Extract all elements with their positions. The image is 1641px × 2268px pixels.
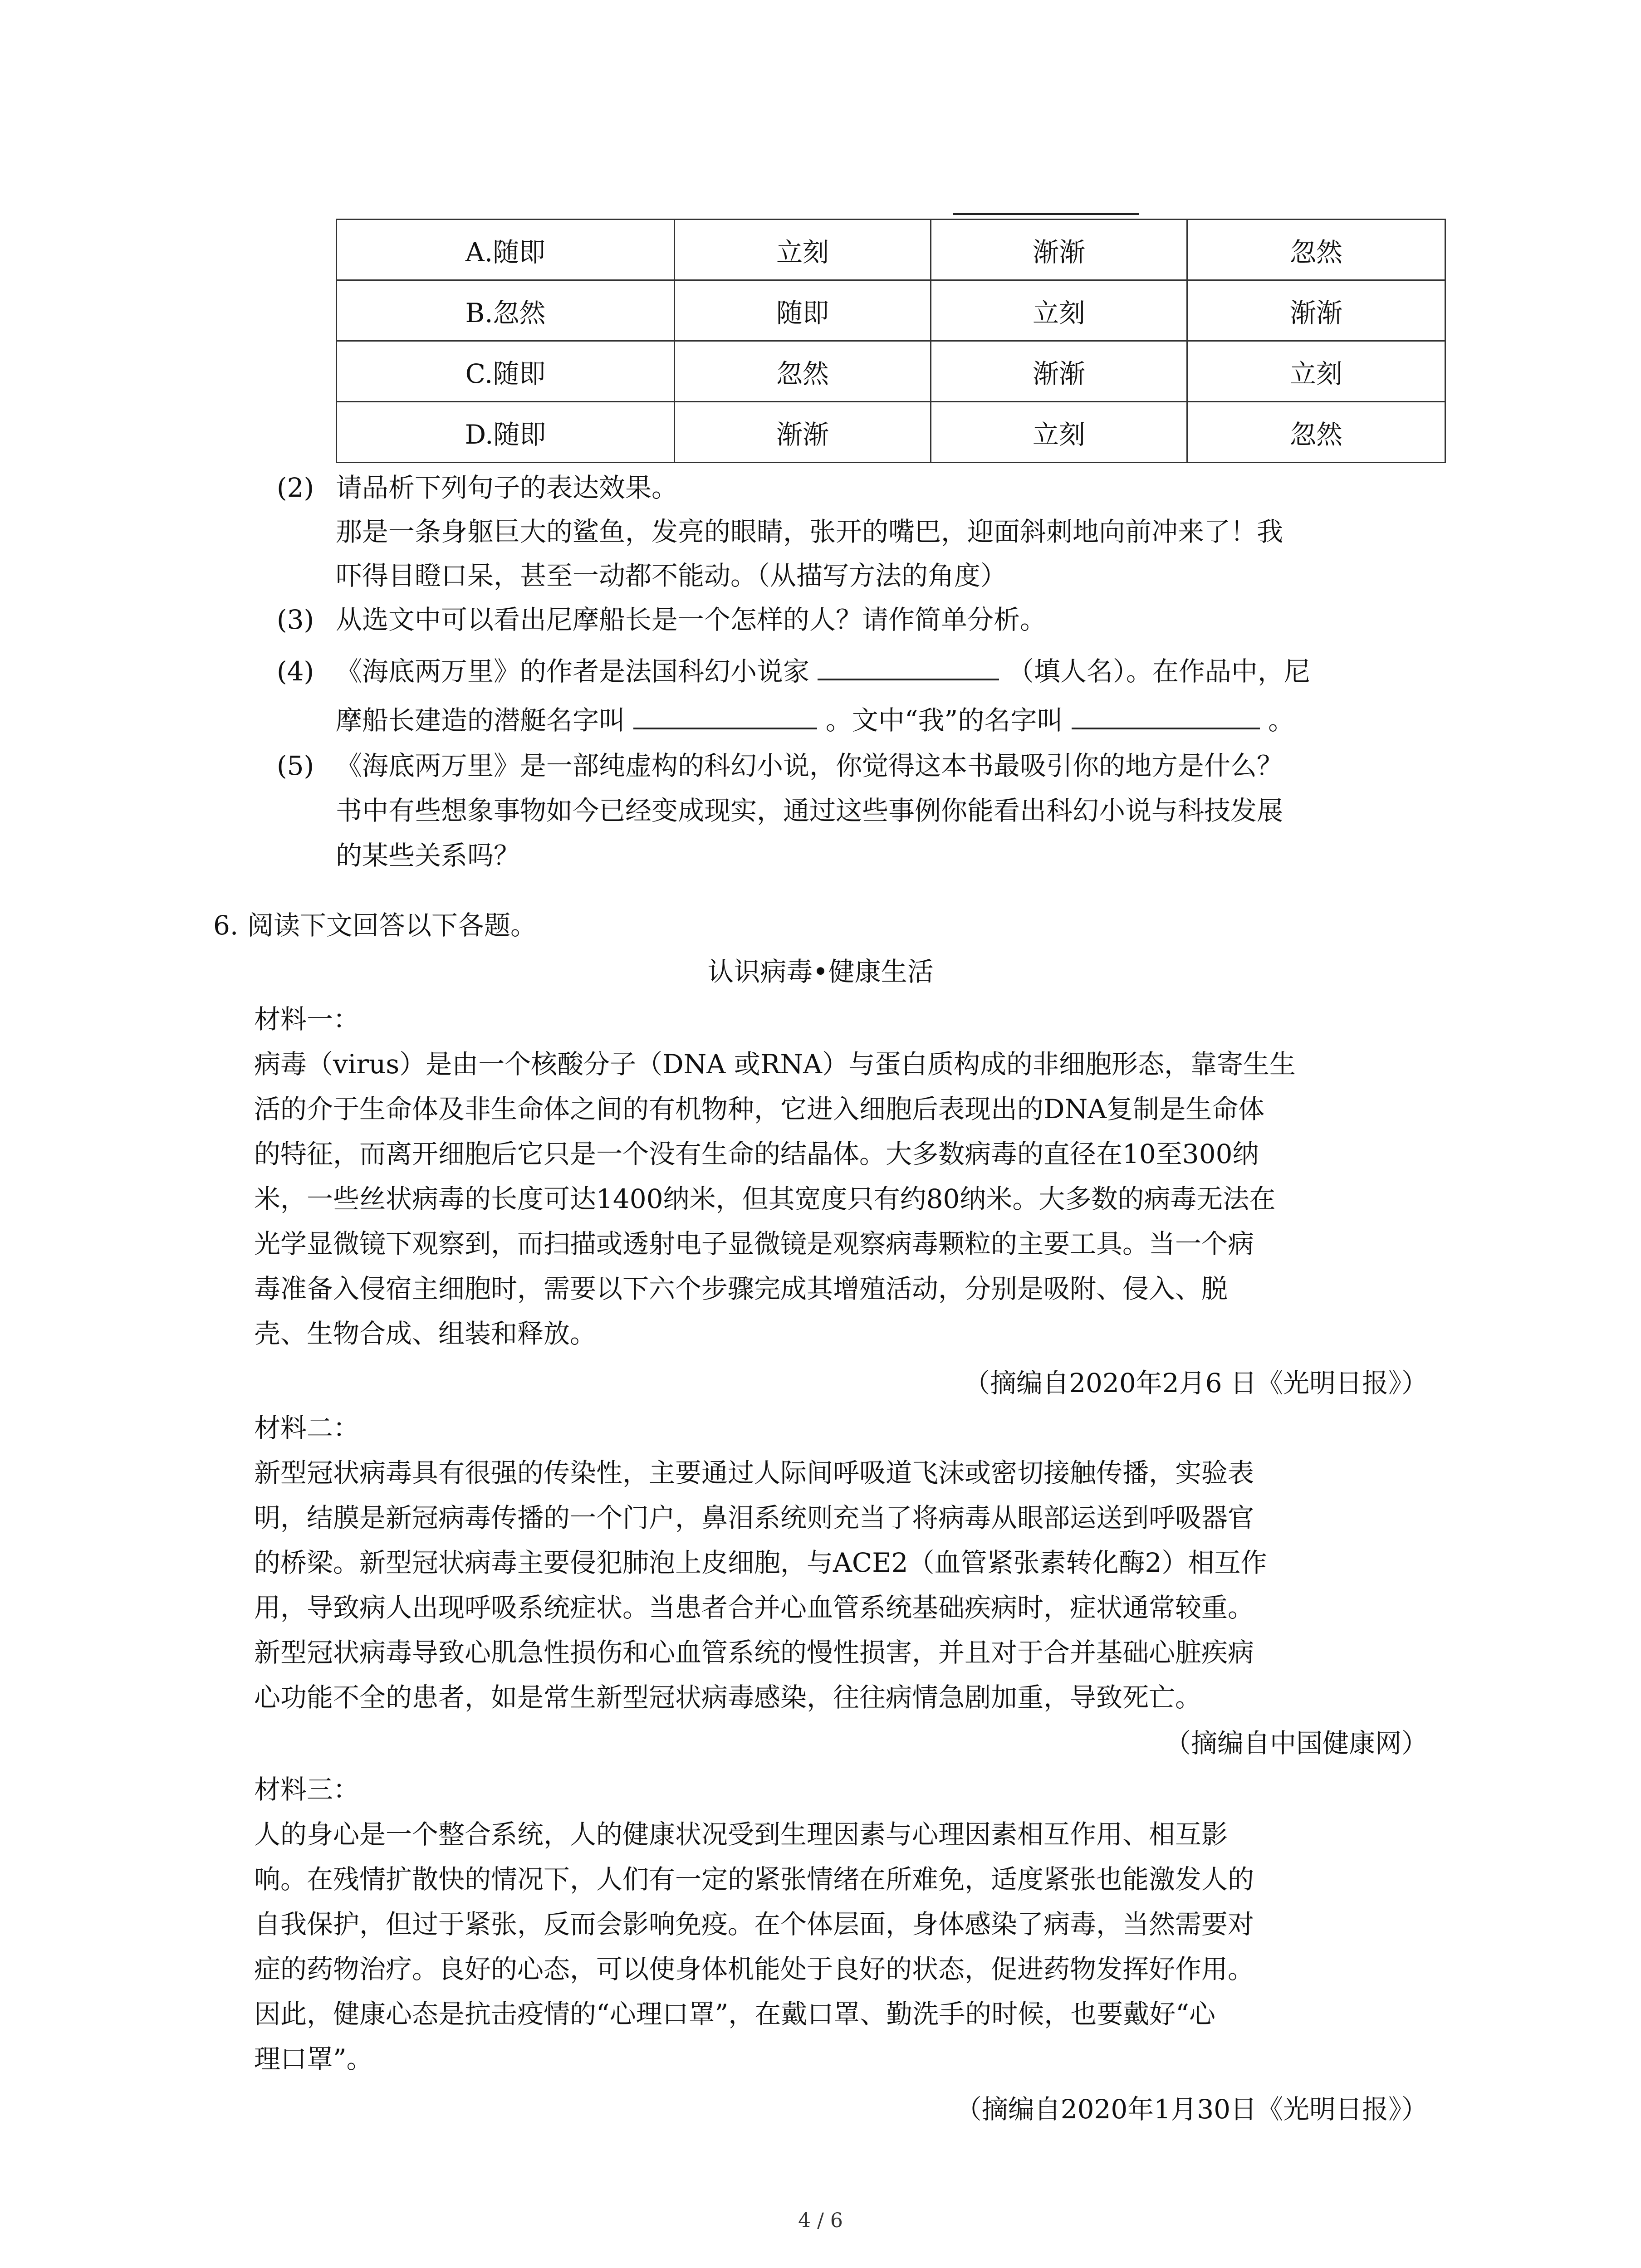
table-top-rule (953, 213, 1139, 215)
option-cell: 忽然 (675, 341, 931, 402)
material-line: 病毒（virus）是由一个核酸分子（DNA 或RNA）与蛋白质构成的非细胞形态，靠寄生生 (254, 1049, 1296, 1080)
option-cell: 随即 (675, 280, 931, 341)
subquestion-number: (4) (277, 656, 314, 687)
material-label: 材料三： (254, 1774, 360, 1805)
material-line: 毒准备入侵宿主细胞时，需要以下六个步骤完成其增殖活动，分别是吸附、侵入、脱 (254, 1273, 1228, 1304)
material-line: 心功能不全的患者，如是常生新型冠状病毒感染，往往病情急剧加重，导致死亡。 (254, 1682, 1202, 1713)
material-label: 材料一： (254, 1004, 360, 1035)
material-line: 用，导致病人出现呼吸系统症状。当患者合并心血管系统基础疾病时，症状通常较重。 (254, 1592, 1254, 1623)
fill-blank-text: 《海底两万里》的作者是法国科幻小说家 (336, 656, 810, 687)
material-line: 明，结膜是新冠病毒传播的一个门户，鼻泪系统则充当了将病毒从眼部运送到呼吸器官 (254, 1502, 1254, 1533)
option-cell: 立刻 (675, 220, 931, 280)
subquestion-number: (2) (277, 472, 314, 503)
material-line: 理口罩”。 (254, 2043, 373, 2074)
material-line: 自我保护，但过于紧张，反而会影响免疫。在个体层面，身体感染了病毒，当然需要对 (254, 1909, 1254, 1940)
options-table (336, 219, 1446, 463)
option-label: B.忽然 (337, 280, 675, 341)
subquestion-text: 书中有些想象事物如今已经变成现实，通过这些事例你能看出科幻小说与科技发展 (336, 795, 1283, 826)
material-line: 响。在残情扩散快的情况下，人们有一定的紧张情绪在所难免，适度紧张也能激发人的 (254, 1864, 1254, 1895)
subquestion-prompt: 请品析下列句子的表达效果。 (336, 472, 678, 503)
table-row (337, 341, 1445, 402)
material-source: （摘编自2020年2月6 日《光明日报》） (964, 1368, 1428, 1398)
quoted-sentence-line: 吓得目瞪口呆，甚至一动都不能动。（从描写方法的角度） (336, 560, 1007, 591)
material-line: 米，一些丝状病毒的长度可达1400纳米，但其宽度只有约80纳米。大多数的病毒无法在 (254, 1183, 1276, 1214)
option-cell: 渐渐 (1187, 280, 1445, 341)
fill-blank-line (336, 653, 1310, 689)
article-title: 认识病毒•健康生活 (707, 956, 934, 987)
material-source: （摘编自中国健康网） (1164, 1728, 1428, 1759)
table-row (337, 220, 1445, 280)
material-source: （摘编自2020年1月30日《光明日报》） (955, 2094, 1428, 2125)
option-cell: 渐渐 (675, 402, 931, 463)
fill-blank-text: （填人名）。在作品中，尼 (1007, 656, 1310, 687)
subquestion-text: 的某些关系吗？ (336, 840, 520, 871)
subquestion-number: (5) (277, 750, 314, 781)
material-line: 人的身心是一个整合系统，人的健康状况受到生理因素与心理因素相互作用、相互影 (254, 1819, 1228, 1850)
subquestion-text: 从选文中可以看出尼摩船长是一个怎样的人？请作简单分析。 (336, 604, 1047, 635)
material-line: 症的药物治疗。良好的心态，可以使身体机能处于良好的状态，促进药物发挥好作用。 (254, 1954, 1254, 1984)
question-number: 6. (213, 910, 239, 941)
subquestion-number: (3) (277, 604, 314, 635)
material-line: 活的介于生命体及非生命体之间的有机物种，它进入细胞后表现出的DNA复制是生命体 (254, 1094, 1265, 1124)
option-cell: 渐渐 (931, 341, 1187, 402)
option-cell: 立刻 (931, 402, 1187, 463)
option-cell: 忽然 (1187, 402, 1445, 463)
fill-blank-text: 摩船长建造的潜艇名字叫 (336, 705, 626, 736)
subquestion-text: 《海底两万里》是一部纯虚构的科幻小说，你觉得这本书最吸引你的地方是什么？ (336, 750, 1283, 781)
option-cell: 忽然 (1187, 220, 1445, 280)
question-prompt: 阅读下文回答以下各题。 (247, 910, 537, 941)
material-line: 壳、生物合成、组装和释放。 (254, 1318, 597, 1349)
option-cell: 立刻 (1187, 341, 1445, 402)
option-label: A.随即 (337, 220, 675, 280)
answer-blank-author[interactable] (818, 655, 999, 680)
option-label: D.随即 (337, 402, 675, 463)
option-cell: 立刻 (931, 280, 1187, 341)
material-line: 光学显微镜下观察到，而扫描或透射电子显微镜是观察病毒颗粒的主要工具。当一个病 (254, 1228, 1254, 1259)
option-label: C.随即 (337, 341, 675, 402)
fill-blank-text: 。 (1268, 705, 1295, 736)
material-line: 的桥梁。新型冠状病毒主要侵犯肺泡上皮细胞，与ACE2（血管紧张素转化酶2）相互作 (254, 1547, 1267, 1578)
fill-blank-text: 。文中“我”的名字叫 (825, 705, 1063, 736)
material-line: 新型冠状病毒导致心肌急性损伤和心血管系统的慢性损害，并且对于合并基础心脏疾病 (254, 1637, 1254, 1668)
table-row (337, 402, 1445, 463)
material-line: 因此，健康心态是抗击疫情的“心理口罩”，在戴口罩、勤洗手的时候，也要戴好“心 (254, 1999, 1215, 2029)
table-row (337, 280, 1445, 341)
material-line: 的特征，而离开细胞后它只是一个没有生命的结晶体。大多数病毒的直径在10至300纳 (254, 1139, 1259, 1169)
page-number: 4 / 6 (798, 2209, 843, 2232)
answer-blank-narrator[interactable] (1072, 704, 1260, 729)
quoted-sentence-line: 那是一条身躯巨大的鲨鱼，发亮的眼睛，张开的嘴巴，迎面斜刺地向前冲来了！我 (336, 516, 1283, 547)
material-line: 新型冠状病毒具有很强的传染性，主要通过人际间呼吸道飞沫或密切接触传播，实验表 (254, 1457, 1254, 1488)
material-label: 材料二： (254, 1413, 360, 1443)
fill-blank-line (336, 702, 1294, 738)
option-cell: 渐渐 (931, 220, 1187, 280)
answer-blank-submarine[interactable] (633, 704, 817, 729)
